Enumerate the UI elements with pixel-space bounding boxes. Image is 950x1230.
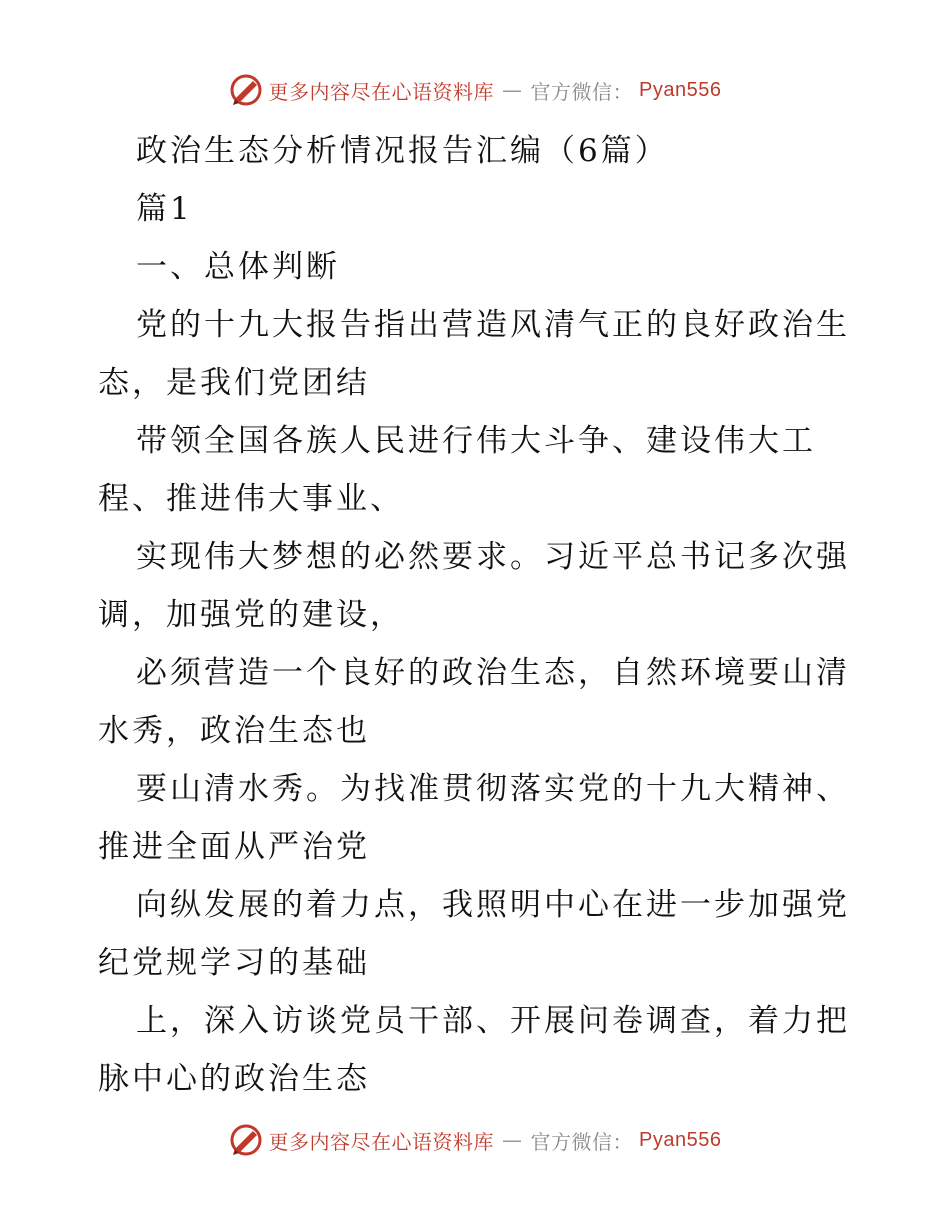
paragraph-line: 程、推进伟大事业、 bbox=[98, 481, 404, 517]
document-title: 政治生态分析情况报告汇编（6篇） bbox=[136, 133, 669, 169]
paragraph-line: 脉中心的政治生态 bbox=[98, 1061, 370, 1097]
watermark-separator: — bbox=[502, 1128, 523, 1152]
pen-logo-icon bbox=[229, 73, 263, 107]
watermark-label: 官方微信： bbox=[530, 79, 634, 104]
paragraph bbox=[98, 876, 858, 992]
paragraph-line: 态，是我们党团结 bbox=[98, 365, 370, 401]
watermark-header bbox=[0, 70, 950, 110]
paragraph-line: 调，加强党的建设， bbox=[98, 597, 404, 633]
paragraph-line: 水秀，政治生态也 bbox=[98, 713, 370, 749]
paragraph-line: 上，深入访谈党员干部、开展问卷调查，着力把 bbox=[136, 1003, 850, 1039]
paragraph-line: 带领全国各族人民进行伟大斗争、建设伟大工 bbox=[136, 423, 816, 459]
pen-logo-icon bbox=[229, 1123, 263, 1157]
section-label: 篇1 bbox=[136, 191, 193, 227]
paragraph bbox=[98, 296, 858, 412]
section-heading: 一、总体判断 bbox=[136, 249, 340, 285]
document-body bbox=[98, 122, 858, 1108]
watermark-label: 官方微信： bbox=[530, 1129, 634, 1154]
watermark-separator: — bbox=[502, 78, 523, 102]
paragraph-line: 向纵发展的着力点，我照明中心在进一步加强党 bbox=[136, 887, 850, 923]
watermark-text: 更多内容尽在心语资料库 bbox=[268, 1129, 495, 1154]
paragraph bbox=[98, 760, 858, 876]
watermark-footer bbox=[0, 1120, 950, 1160]
paragraph-line: 纪党规学习的基础 bbox=[98, 945, 370, 981]
paragraph bbox=[98, 412, 858, 528]
watermark-wechat-id: Pyan556 bbox=[639, 1128, 722, 1151]
paragraph-line: 要山清水秀。为找准贯彻落实党的十九大精神、 bbox=[136, 771, 850, 807]
paragraph bbox=[98, 992, 858, 1108]
paragraph bbox=[98, 644, 858, 760]
paragraph-line: 党的十九大报告指出营造风清气正的良好政治生 bbox=[136, 307, 850, 343]
paragraph-line: 推进全面从严治党 bbox=[98, 829, 370, 865]
paragraph bbox=[98, 528, 858, 644]
paragraph-line: 必须营造一个良好的政治生态，自然环境要山清 bbox=[136, 655, 850, 691]
paragraph-line: 实现伟大梦想的必然要求。习近平总书记多次强 bbox=[136, 539, 850, 575]
watermark-text: 更多内容尽在心语资料库 bbox=[268, 79, 495, 104]
watermark-wechat-id: Pyan556 bbox=[639, 78, 722, 101]
